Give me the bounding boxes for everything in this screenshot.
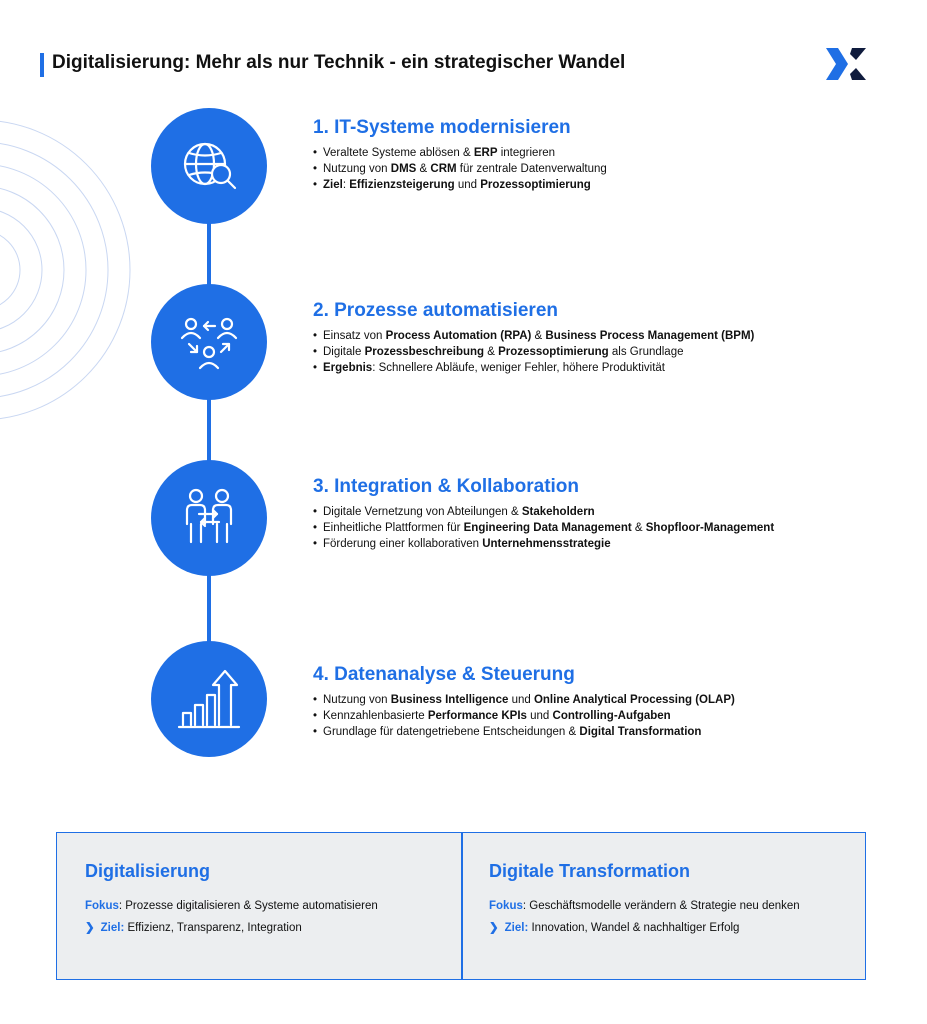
bullet-bold-text: Effizienzsteigerung [349,179,455,191]
goal-text: Effizienz, Transparenz, Integration [124,922,302,934]
bullet-bold-text: Business Intelligence [390,694,509,706]
bullet-bold-text: CRM [430,163,457,175]
step-3-bullets [313,504,793,552]
bullet-bold-text: Process Automation (RPA) [385,330,532,342]
focus-text: : Geschäftsmodelle verändern & Strategie neu denken [522,900,800,912]
bullet-bold-text: Ergebnis [323,362,373,374]
bullet-bold-text: Online Analytical Processing (OLAP) [533,694,735,706]
goal-label: Ziel: [100,922,125,934]
step-4-bullet [313,692,793,708]
step-4-bullets [313,692,793,740]
step-4-circle [151,641,267,757]
bullet-text: und [508,694,534,706]
bullet-text: integrieren [497,147,556,159]
bullet-bold-text: Performance KPIs [427,710,527,722]
bullet-text: & [484,346,499,358]
step-2-bullet [313,344,793,360]
globe-search-icon [177,134,241,198]
panel-divider [461,833,463,979]
chevron-right-icon: ❯ [85,922,95,934]
step-1-bullets [313,145,793,193]
step-2-bullet [313,360,793,376]
transformation-column [489,861,800,942]
bullet-text: Nutzung von [323,163,391,175]
step-4-bullet [313,724,793,740]
step-3-bullet [313,504,793,520]
bullet-text: Förderung einer kollaborativen [323,538,483,550]
bullet-bold-text: Prozessoptimierung [498,346,609,358]
step-1-content [313,117,793,193]
digitalisierung-column [85,861,378,942]
bullet-bold-text: Controlling-Aufgaben [552,710,671,722]
bullet-text: & [631,522,646,534]
goal-label: Ziel: [504,922,529,934]
step-2-bullets [313,328,793,376]
comparison-panel [56,832,866,980]
bullet-text: : [342,179,350,191]
bullet-bold-text: Prozessoptimierung [480,179,591,191]
collaboration-icon [177,486,241,550]
digitalisierung-goal [85,920,378,936]
bullet-bold-text: Stakeholdern [521,506,595,518]
bullet-bold-text: Prozessbeschreibung [364,346,485,358]
bullet-text: Veraltete Systeme ablösen & [323,147,474,159]
bullet-text: und [454,179,481,191]
transformation-goal [489,920,800,936]
bullet-text: & [416,163,431,175]
bullet-text: Digitale Vernetzung von Abteilungen & [323,506,522,518]
goal-text: Innovation, Wandel & nachhaltiger Erfolg [528,922,740,934]
timeline-connector [207,165,211,710]
bullet-bold-text: Shopfloor-Management [645,522,775,534]
bullet-text: Einheitliche Plattformen für [323,522,464,534]
step-3-circle [151,460,267,576]
bullet-text: als Grundlage [608,346,684,358]
step-2-circle [151,284,267,400]
step-1-bullet [313,145,793,161]
digitalisierung-focus [85,898,378,914]
step-1-bullet [313,177,793,193]
bullet-text: & [531,330,546,342]
transformation-focus [489,898,800,914]
step-4-content [313,664,793,740]
step-4-bullet [313,708,793,724]
chevron-right-icon: ❯ [489,922,499,934]
bullet-text: Einsatz von [323,330,386,342]
bullet-bold-text: DMS [390,163,417,175]
bullet-bold-text: Business Process Management (BPM) [545,330,755,342]
bullet-text: Kennzahlenbasierte [323,710,428,722]
bullet-text: : Schnellere Abläufe, weniger Fehler, höhere Produktivität [372,362,666,374]
focus-text: : Prozesse digitalisieren & Systeme automatisieren [118,900,378,912]
bullet-bold-text: Ziel [323,179,343,191]
bullet-text: Grundlage für datengetriebene Entscheidungen & [323,726,580,738]
step-4-title: 4. Datenanalyse & Steuerung [313,664,575,685]
step-2-title: 2. Prozesse automatisieren [313,300,558,321]
x-logo-icon [826,48,866,80]
page-title: Digitalisierung: Mehr als nur Technik - ein strategischer Wandel [52,52,626,73]
bullet-text: Digitale [323,346,365,358]
bullet-text: Nutzung von [323,694,391,706]
focus-label: Fokus [85,900,119,912]
step-3-content [313,476,793,552]
step-3-bullet [313,520,793,536]
title-accent-bar [40,53,44,77]
bullet-bold-text: Unternehmensstrategie [482,538,611,550]
bullet-text: für zentrale Datenverwaltung [456,163,607,175]
people-process-icon [177,310,241,374]
step-1-title: 1. IT-Systeme modernisieren [313,117,571,138]
step-1-circle [151,108,267,224]
digitalisierung-title: Digitalisierung [85,861,211,881]
bullet-bold-text: Digital Transformation [579,726,702,738]
bullet-text: und [526,710,553,722]
step-3-bullet [313,536,793,552]
focus-label: Fokus [489,900,523,912]
transformation-title: Digitale Transformation [489,861,691,881]
step-3-title: 3. Integration & Kollaboration [313,476,580,497]
step-2-bullet [313,328,793,344]
bullet-bold-text: ERP [473,147,498,159]
step-1-bullet [313,161,793,177]
bullet-bold-text: Engineering Data Management [463,522,632,534]
step-2-content [313,300,793,376]
growth-chart-icon [177,667,241,731]
